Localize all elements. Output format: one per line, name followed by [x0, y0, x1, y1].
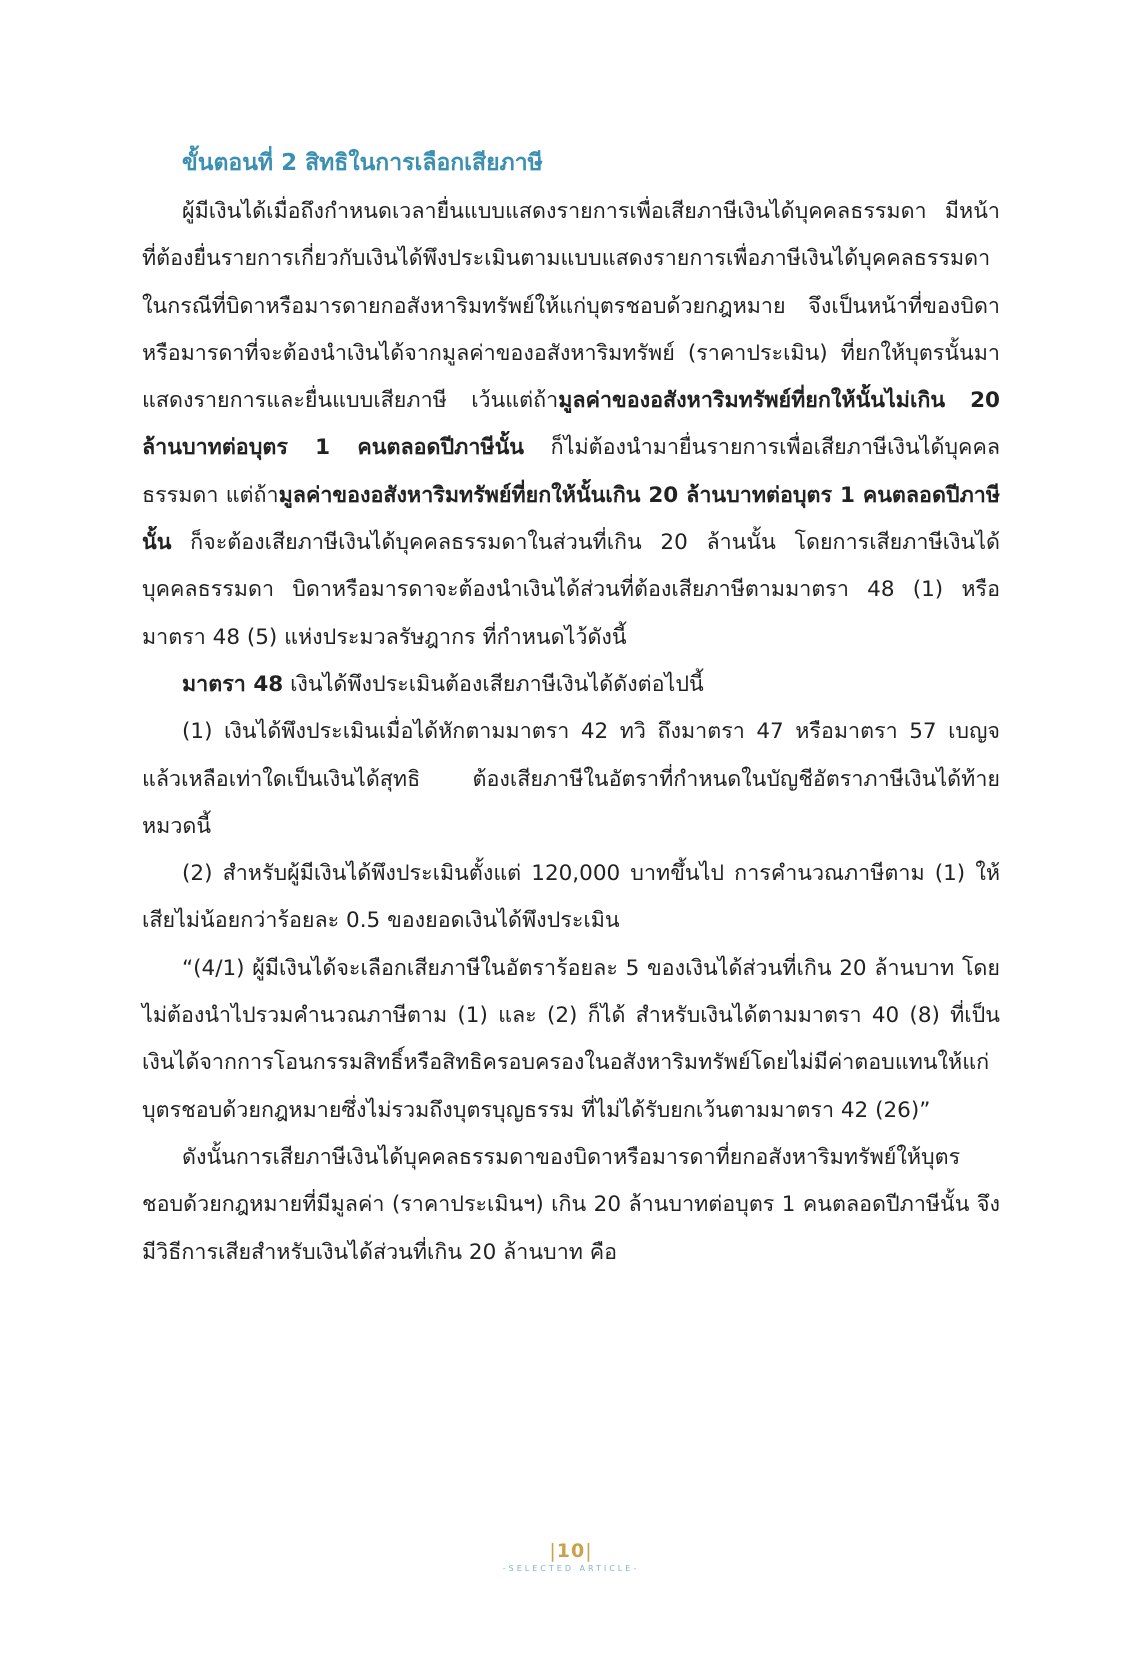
article-body: [142, 140, 1000, 1276]
paragraph-1-text-3: ก็จะต้องเสียภาษีเงินได้บุคคลธรรมดาในส่วนที่เกิน 20 ล้านนั้น โดยการเสียภาษีเงินได้บุคคลธรรมดา บิดาหรือมารดาจะต้องนำเงินได้ส่วนที่ต้องเสียภาษีตามมาตรา 48 (1) หรือมาตรา 48 (5) แห่งประมวลรัษฎากร ที่กำหนดไว้ดังนี้: [142, 530, 1000, 650]
page-number-bar-right: |: [585, 1540, 593, 1562]
page-number-bar-left: |: [549, 1540, 557, 1562]
page-number-value: 10: [556, 1540, 586, 1562]
paragraph-section-48: [142, 661, 1000, 708]
footer-section-label: -SELECTED ARTICLE-: [502, 1564, 640, 1573]
section-heading: ขั้นตอนที่ 2 สิทธิในการเลือกเสียภาษี: [182, 150, 543, 176]
paragraph-clause-2: (2) สำหรับผู้มีเงินได้พึงประเมินตั้งแต่ 120,000 บาทขึ้นไป การคำนวณภาษีตาม (1) ให้เสียไม่น้อยกว่าร้อยละ 0.5 ของยอดเงินได้พึงประเมิน: [142, 861, 1000, 934]
page-number: [549, 1540, 592, 1562]
paragraph-1-text-2: ก็ไม่ต้องนำมายื่นรายการเพื่อเสียภาษีเงินได้บุคคลธรรมดา แต่ถ้า: [142, 435, 1000, 508]
paragraph-1: [142, 188, 1000, 661]
paragraph-1-bold-2: มูลค่าของอสังหาริมทรัพย์ที่ยกให้นั้นเกิน 20 ล้านบาทต่อบุตร 1 คนตลอดปีภาษีนั้น: [142, 482, 1000, 556]
paragraph-clause-4-1: “(4/1) ผู้มีเงินได้จะเลือกเสียภาษีในอัตราร้อยละ 5 ของเงินได้ส่วนที่เกิน 20 ล้านบาท โดยไม่ต้องนำไปรวมคำนวณภาษีตาม (1) และ (2) ก็ได้ สำหรับเงินได้ตามมาตรา 40 (8) ที่เป็นเงินได้จากการโอนกรรมสิทธิ์หรือสิทธิครอบครองในอสังหาริมทรัพย์โดยไม่มีค่าตอบแทนให้แก่บุตรชอบด้วยกฎหมายซึ่งไม่รวมถึงบุตรบุญธรรม ที่ไม่ได้รับยกเว้นตามมาตรา 42 (26)”: [142, 955, 1000, 1123]
paragraph-clause-1: (1) เงินได้พึงประเมินเมื่อได้หักตามมาตรา 42 ทวิ ถึงมาตรา 47 หรือมาตรา 57 เบญจ แล้วเหลือเท่าใดเป็นเงินได้สุทธิ ต้องเสียภาษีในอัตราที่กำหนดในบัญชีอัตราภาษีเงินได้ท้ายหมวดนี้: [142, 719, 1000, 839]
paragraph-1-text-1: ผู้มีเงินได้เมื่อถึงกำหนดเวลายื่นแบบแสดงรายการเพื่อเสียภาษีเงินได้บุคคลธรรมดา มีหน้าที่ต้องยื่นรายการเกี่ยวกับเงินได้พึงประเมินตามแบบแสดงรายการเพื่อภาษีเงินได้บุคคลธรรมดา ในกรณีที่บิดาหรือมารดายกอสังหาริมทรัพย์ให้แก่บุตรชอบด้วยกฎหมาย จึงเป็นหน้าที่ของบิดาหรือมารดาที่จะต้องนำเงินได้จากมูลค่าของอสังหาริมทรัพย์ (ราคาประเมิน) ที่ยกให้บุตรนั้นมาแสดงรายการและยื่นแบบเสียภาษี เว้นแต่ถ้า: [142, 199, 1000, 414]
paragraph-conclusion: ดังนั้นการเสียภาษีเงินได้บุคคลธรรมดาของบิดาหรือมารดาที่ยกอสังหาริมทรัพย์ให้บุตรชอบด้วยกฎหมายที่มีมูลค่า (ราคาประเมินฯ) เกิน 20 ล้านบาทต่อบุตร 1 คนตลอดปีภาษีนั้น จึงมีวิธีการเสียสำหรับเงินได้ส่วนที่เกิน 20 ล้านบาท คือ: [142, 1144, 1000, 1265]
section-48-text: เงินได้พึงประเมินต้องเสียภาษีเงินได้ดังต่อไปนี้: [283, 671, 704, 697]
paragraph-1-bold-1: มูลค่าของอสังหาริมทรัพย์ที่ยกให้นั้นไม่เกิน 20 ล้านบาทต่อบุตร 1 คนตลอดปีภาษีนั้น: [142, 388, 1000, 461]
page-footer: [0, 1540, 1142, 1573]
section-48-label: มาตรา 48: [182, 671, 284, 697]
